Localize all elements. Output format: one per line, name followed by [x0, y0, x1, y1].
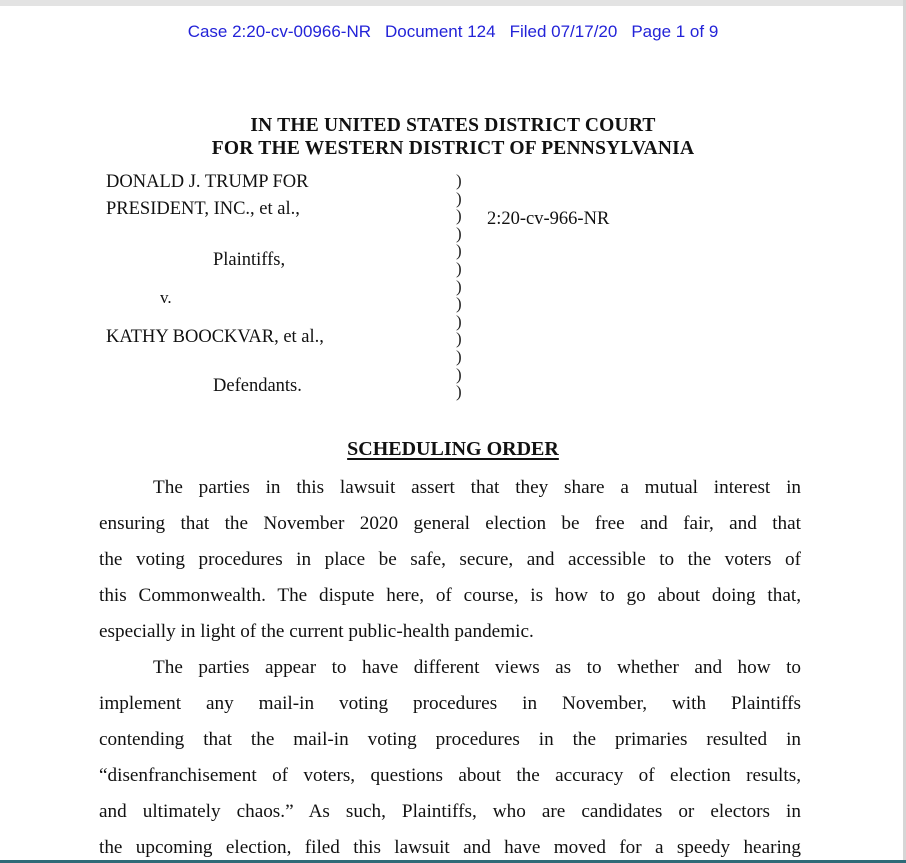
- paragraph-2-line: implement any mail-in voting procedures in November, with Plaintiffs: [99, 693, 801, 714]
- case-number-stamp: Case 2:20-cv-00966-NR: [187, 22, 371, 41]
- caption-paren: ): [456, 294, 462, 314]
- page-number-stamp: Page 1 of 9: [631, 22, 719, 41]
- document-title: SCHEDULING ORDER: [347, 438, 559, 460]
- plaintiff-name-line-1: DONALD J. TRUMP FOR: [106, 172, 309, 192]
- versus-label: v.: [160, 288, 172, 307]
- caption-paren: ): [456, 223, 462, 243]
- court-name-line-1: IN THE UNITED STATES DISTRICT COURT: [250, 115, 656, 136]
- caption-paren: ): [456, 276, 462, 296]
- ecf-header-stamp: [0, 22, 906, 42]
- paragraph-1-line: this Commonwealth. The dispute here, of course, is how to go about doing that,: [99, 585, 801, 606]
- caption-paren: ): [456, 311, 462, 331]
- paragraph-1-line: ensuring that the November 2020 general election be free and fair, and that: [99, 513, 801, 534]
- caption-paren: ): [456, 258, 462, 278]
- defendants-label: Defendants.: [213, 376, 302, 396]
- paragraph-1-line: The parties in this lawsuit assert that they share a mutual interest in: [153, 477, 801, 498]
- plaintiff-name-line-2: PRESIDENT, INC., et al.,: [106, 199, 300, 219]
- court-name-line-2: FOR THE WESTERN DISTRICT OF PENNSYLVANIA: [211, 138, 695, 159]
- paragraph-2-line: contending that the mail-in voting procedures in the primaries resulted in: [99, 729, 801, 750]
- paragraph-1-line: especially in light of the current public-health pandemic.: [99, 621, 534, 642]
- caption-parenthesis-column: [456, 172, 470, 401]
- paragraph-2-line: “disenfranchisement of voters, questions about the accuracy of election results,: [99, 765, 801, 786]
- caption-case-number: 2:20-cv-966-NR: [487, 209, 610, 229]
- caption-paren: ): [456, 364, 462, 384]
- filed-date-stamp: Filed 07/17/20: [509, 22, 618, 41]
- document-number-stamp: Document 124: [385, 22, 496, 41]
- caption-paren: ): [456, 188, 462, 208]
- paragraph-2-line: The parties appear to have different views as to whether and how to: [153, 657, 801, 678]
- defendant-name: KATHY BOOCKVAR, et al.,: [106, 327, 324, 347]
- caption-paren: ): [456, 329, 462, 349]
- plaintiffs-label: Plaintiffs,: [213, 250, 286, 270]
- caption-paren: ): [456, 382, 462, 402]
- viewer-top-border: [0, 0, 906, 6]
- paragraph-1-line: the voting procedures in place be safe, secure, and accessible to the voters of: [99, 549, 801, 570]
- caption-paren: ): [456, 241, 462, 261]
- caption-paren: ): [456, 206, 462, 226]
- paragraph-2-line: the upcoming election, filed this lawsuit and have moved for a speedy hearing: [99, 837, 801, 858]
- paragraph-2-line: and ultimately chaos.” As such, Plaintiffs, who are candidates or electors in: [99, 801, 801, 822]
- caption-paren: ): [456, 171, 462, 190]
- caption-paren: ): [456, 346, 462, 366]
